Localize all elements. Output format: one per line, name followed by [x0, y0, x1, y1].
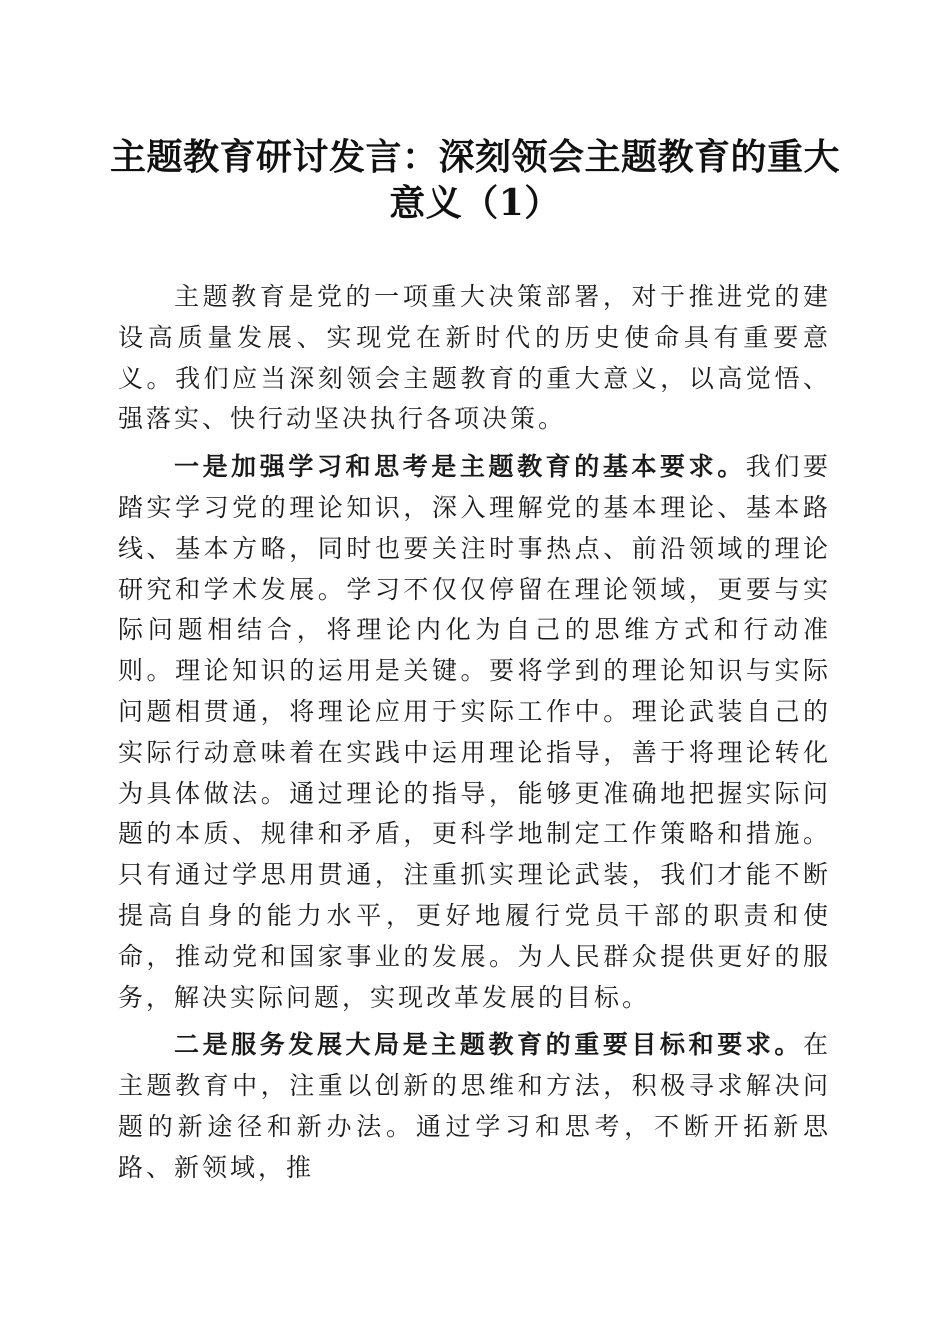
- paragraph-text: 我们要踏实学习党的理论知识，深入理解党的基本理论、基本路线、基本方略，同时也要关注时事热点、前沿领域的理论研究和学术发展。学习不仅仅停留在理论领域，更要与实际问题相结合，将理论内化为自己的思维方式和行动准则。理论知识的运用是关键。要将学到的理论知识与实际问题相贯通，将理论应用于实际工作中。理论武装自己的实际行动意味着在实践中运用理论指导，善于将理论转化为具体做法。通过理论的指导，能够更准确地把握实际问题的本质、规律和矛盾，更科学地制定工作策略和措施。只有通过学思用贯通，注重抓实理论武装，我们才能不断提高自身的能力水平，更好地履行党员干部的职责和使命，推动党和国家事业的发展。为人民群众提供更好的服务，解决实际问题，实现改革发展的目标。: [118, 452, 831, 1012]
- paragraph-point-one: [118, 447, 831, 1018]
- paragraph-text: 在主题教育中，注重以创新的思维和方法，积极寻求解决问题的新途径和新办法。通过学习和思考，不断开拓新思路、新领域，推: [118, 1030, 831, 1182]
- document-body: [118, 277, 831, 1196]
- paragraph-lead: 一是加强学习和思考是主题教育的基本要求。: [174, 452, 746, 482]
- paragraph-point-two: [118, 1025, 831, 1188]
- document-title: 主题教育研讨发言：深刻领会主题教育的重大意义（1）: [110, 136, 841, 224]
- paragraph-text: 主题教育是党的一项重大决策部署，对于推进党的建设高质量发展、实现党在新时代的历史使命具有重要意义。我们应当深刻领会主题教育的重大意义，以高觉悟、强落实、快行动坚决执行各项决策。: [118, 282, 831, 434]
- paragraph-intro: [118, 277, 831, 440]
- paragraph-lead: 二是服务发展大局是主题教育的重要目标和要求。: [174, 1030, 803, 1060]
